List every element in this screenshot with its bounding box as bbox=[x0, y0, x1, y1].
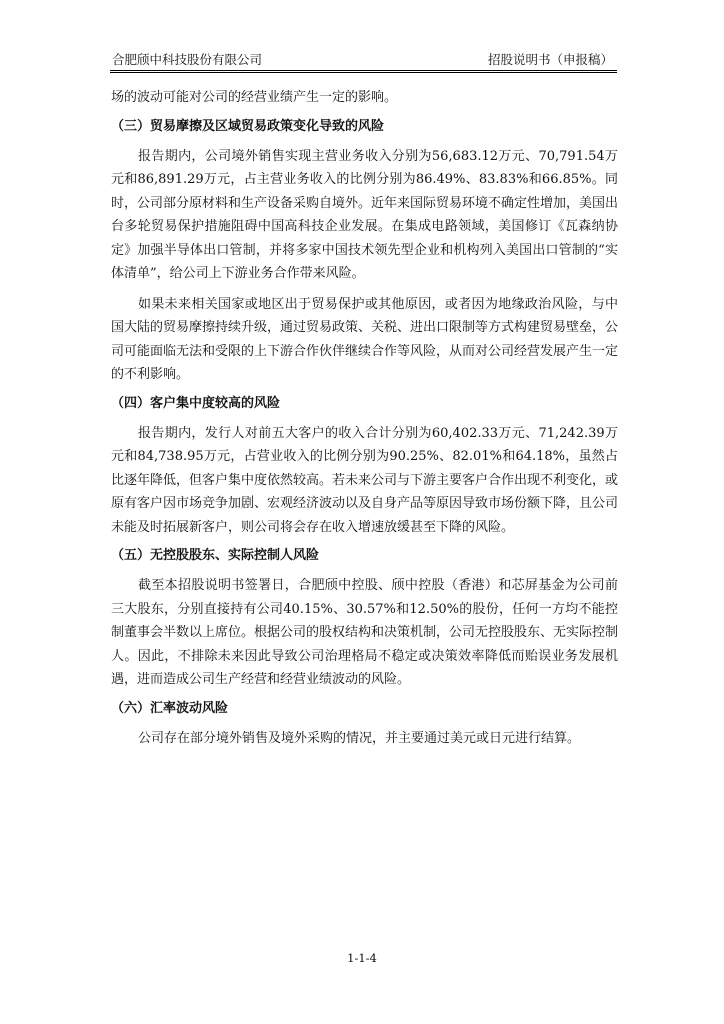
header-company-name: 合肥颀中科技股份有限公司 bbox=[112, 52, 263, 67]
section-no-controlling-shareholder bbox=[111, 546, 618, 692]
paragraph: 报告期内，发行人对前五大客户的收入合计分别为60,402.33万元、71,242.39万元和84,738.95万元，占营业收入的比例分别为90.25%、82.01%和64.18%，虽然占比逐年降低，但客户集中度依然较高。若未来公司与下游主要客户合作出现不利变化，或原有客户因市场竞争加剧、宏观经济波动以及自身产品等原因导致市场份额下降，且公司未能及时拓展新客户，则公司将会存在收入增速放缓甚至下降的风险。 bbox=[111, 425, 619, 535]
page-header bbox=[110, 50, 617, 68]
intro-continuation: 场的波动可能对公司的经营业绩产生一定的影响。 bbox=[111, 90, 398, 105]
document-body bbox=[111, 86, 618, 757]
section-heading: （六）汇率波动风险 bbox=[111, 700, 229, 716]
page-number: 1-1-4 bbox=[347, 951, 377, 965]
paragraph: 公司存在部分境外销售及境外采购的情况，并主要通过美元或日元进行结算。 bbox=[138, 730, 581, 746]
section-heading: （五）无控股股东、实际控制人风险 bbox=[111, 548, 320, 563]
section-trade-friction bbox=[111, 117, 618, 387]
section-exchange-rate bbox=[111, 699, 618, 751]
paragraph: 如果未来相关国家或地区出于贸易保护或其他原因，或者因为地缘政治风险，与中国大陆的贸易摩擦持续升级，通过贸易政策、关税、进出口限制等方式构建贸易壁垒，公司可能面临无法和受限的上下游合作伙伴继续合作等风险，从而对公司经营发展产生一定的不利影响。 bbox=[111, 296, 619, 382]
paragraph: 报告期内，公司境外销售实现主营业务收入分别为56,683.12万元、70,791.54万元和86,891.29万元，占主营业务收入的比例分别为86.49%、83.83%和66.85%。同时，公司部分原材料和生产设备采购自境外。近年来国际贸易环境不确定性增加，美国出台多轮贸易保护措施阻碍中国高科技企业发展。在集成电路领域，美国修订《瓦森纳协定》加强半导体出口管制，并将多家中国技术领先型企业和机构列入美国出口管制的“实体清单”，给公司上下游业务合作带来风险。 bbox=[111, 148, 619, 281]
section-heading: （三）贸易摩擦及区域贸易政策变化导致的风险 bbox=[111, 118, 385, 134]
section-heading: （四）客户集中度较高的风险 bbox=[111, 395, 281, 411]
section-customer-concentration bbox=[111, 394, 618, 540]
paragraph: 截至本招股说明书签署日，合肥颀中控股、颀中控股（香港）和芯屏基金为公司前三大股东，分别直接持有公司40.15%、30.57%和12.50%的股份，任何一方均不能控制董事会半数以上席位。根据公司的股权结构和决策机制，公司无控股股东、无实际控制人。因此，不排除未来因此导致公司治理格局不稳定或决策效率降低而贻误业务发展机遇，进而造成公司生产经营和经营业绩波动的风险。 bbox=[111, 578, 619, 687]
header-document-title: 招股说明书（申报稿） bbox=[487, 52, 613, 67]
header-divider bbox=[110, 70, 617, 73]
